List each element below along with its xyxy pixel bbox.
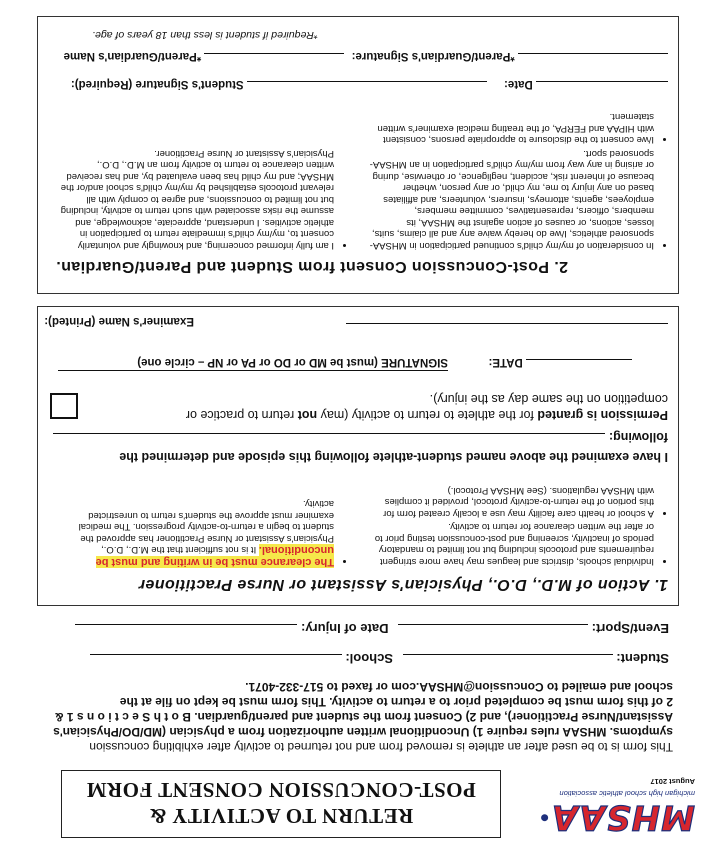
injury-date-field[interactable] — [75, 624, 297, 638]
event-injury-row — [49, 621, 669, 638]
logo-wordmark: MHSAA® — [539, 797, 695, 837]
permission-text: Permission is granted for the athlete to return to activity (may not return to practice or competition on the same day as the injury). — [185, 392, 668, 422]
examiner-label: Examiner's Name (Printed): — [44, 315, 194, 327]
following-row: following: — [48, 429, 668, 447]
signature-label: SIGNATURE (must be MD or DO or PA or NP – circle one) — [137, 356, 448, 368]
title-line-1: RETURN TO ACTIVITY & — [148, 804, 414, 828]
parent-signature-field[interactable] — [518, 53, 668, 67]
intro-line: symptoms. MHSAA rules require 1) Unconditional written authorization from a physician (MD/DO/Physician's — [53, 725, 673, 739]
student-signature-field[interactable] — [247, 81, 487, 95]
date-row — [489, 356, 632, 373]
clearance-bullet: • The clearance must be in writing and must be unconditional. It is not sufficient that the M.D., D.O., Physician's Assistant or Nurse Practitioner has approved the student to begin a return-to-activity progression. The medical examiner must approve the student's return to unrestricted activity. — [56, 498, 334, 567]
school-field[interactable] — [90, 654, 342, 668]
form-date: August 2017 — [650, 777, 695, 786]
student-label: Student: — [616, 651, 669, 666]
intro-line: school and emailed to Concussion@MHSAA.com or faxed to 517-332-4071. — [245, 680, 673, 694]
parent-row: *Parent/Guardian's Signature: *Parent/Guardian's Name — [38, 50, 668, 67]
clearance-highlight: The clearance must be in writing and must be unconditional. — [95, 544, 334, 568]
following-field[interactable] — [54, 433, 606, 447]
mhsaa-logo — [515, 775, 695, 836]
injury-date-label: Date of Injury: — [301, 621, 389, 636]
intro-line: 2 of this form must be completed prior to a return to activity. This form must be kept on file at the — [119, 695, 673, 709]
school-label: School: — [345, 651, 394, 666]
section-2 — [37, 16, 679, 294]
event-sport-field[interactable] — [398, 624, 588, 638]
student-school-row — [49, 651, 669, 668]
section-2-right-notes — [368, 109, 668, 251]
signature-block — [58, 356, 448, 387]
intro-line: Assistant/Nurse Practitioner), and 2) Consent from the student and parent/guardian. B o t h S e c t i o n s 1 & — [54, 710, 673, 724]
examined-statement: I have examined the above named student-athlete following this episode and determined the — [119, 450, 668, 464]
intro-line: This form is to be used after an athlete is removed from and not returned to activity after exhibiting concussion — [89, 740, 673, 754]
section-2-heading: 2. Post-Concussion Consent from Student and Parent/Guardian. — [55, 258, 568, 275]
section-2-left-notes — [56, 146, 348, 252]
exam-date-field[interactable] — [526, 359, 632, 373]
section-1-right-notes — [368, 483, 668, 568]
logo-tagline: michigan high school athletic association — [559, 789, 695, 798]
examiner-name-field[interactable] — [346, 323, 668, 337]
consent-bullet: • I am fully informed concerning, and knowingly and voluntarily consent to, my/my child's immediate return to participation in athletic activities. I understand, appreciate, acknowledge, and assume the risks associated with such return to activity, including but not limited to concussions, and agree to comply with all relevant protocols established by my/my child's school and/or the MHSAA; and my child has been evaluated by, and has received written clearance to return to activity from an M.D., D.O., Physician's Assistant or Nurse Practitioner. — [56, 148, 334, 252]
note-bullet: • A school or health care facility may use a locally created form for this portion of the return-to-activity protocol, provided it complies with MHSAA regulations. (See MHSAA Protocol.) — [368, 485, 654, 520]
student-field[interactable] — [403, 654, 613, 668]
student-sig-date-field[interactable] — [536, 81, 668, 95]
section-1 — [37, 306, 679, 606]
parent-name-field[interactable] — [204, 53, 344, 67]
age-footnote: *Required if student is less than 18 years of age. — [92, 29, 318, 41]
student-signature-row: Date: Student's Signature (Required): — [48, 78, 668, 95]
note-bullet: • Individual schools, districts and leagues may have more stringent requirements and protocols including but not limited to mandatory periods of inactivity, screening and post-concussion testing prior to or after the written clearance for return to activity. — [368, 521, 654, 567]
waiver-bullet: • In consideration of my/my child's continued participation in MHSAA-sponsored athletics, I/we do hereby waive any and all claims, suits, losses, actions, or causes of action against the MHSAA, its members, officers, representatives, committee members, employees, agents, attorneys, insurers, volunteers, and affiliates based on any injury to me, my child, or any person, whether because of inherent risk, accident, negligence, or otherwise, during or arising in any way from my/my child's participation in an MHSAA-sponsored sport. — [368, 148, 654, 252]
section-1-heading: 1. Action of M.D., D.O., Physician's Assistant or Nurse Practitioner — [138, 576, 668, 593]
permission-checkbox[interactable] — [50, 393, 78, 419]
title-line-2: POST-CONCUSSION CONSENT FORM — [86, 778, 476, 802]
signature-field[interactable] — [58, 370, 448, 387]
date-label: DATE: — [488, 356, 523, 368]
section-1-left-notes — [56, 496, 348, 567]
disclosure-bullet: • I/we consent to the disclosure to appropriate persons, consistent with HIPAA and FERPA, of the treating medical examiner's written statement. — [368, 111, 654, 146]
title-box — [61, 770, 501, 838]
intro-paragraph — [45, 679, 673, 754]
event-sport-label: Event/Sport: — [591, 621, 669, 636]
